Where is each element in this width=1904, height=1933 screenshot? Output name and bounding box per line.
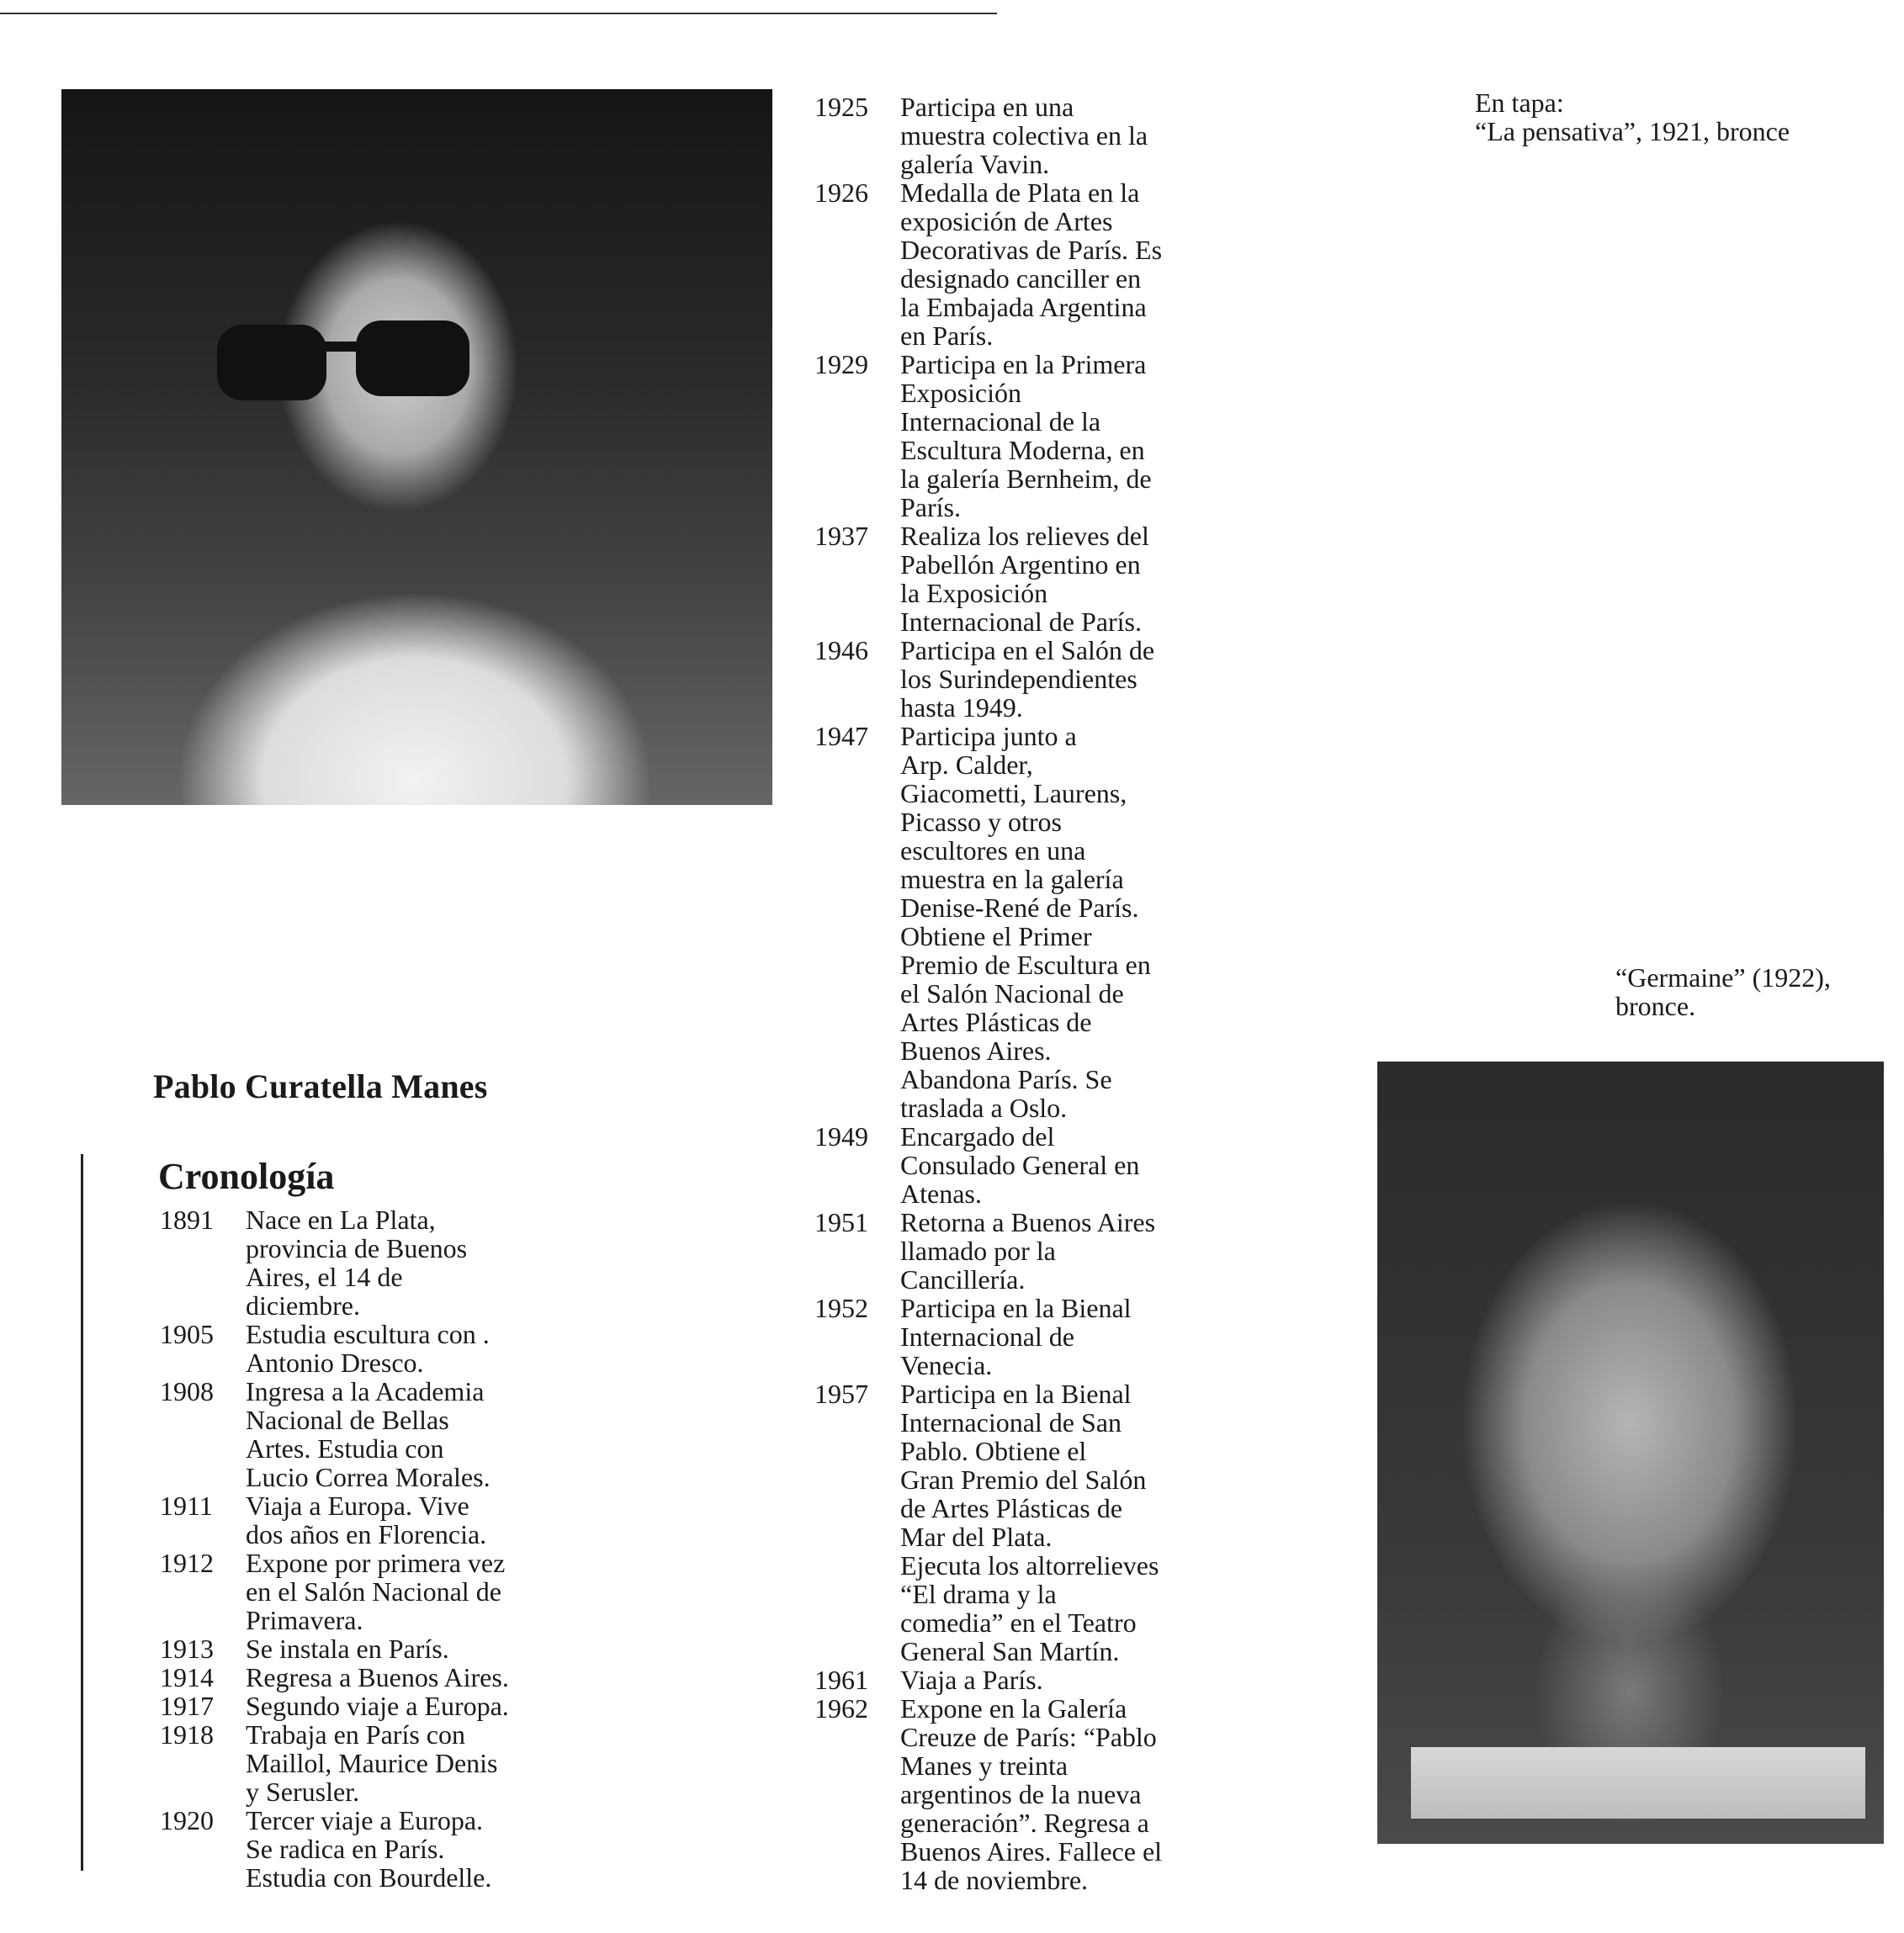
chronology-year: 1949: [814, 1121, 868, 1152]
chronology-entry: [160, 1377, 597, 1491]
chronology-year: 1946: [814, 635, 868, 665]
chronology-text: Participa en el Salón de los Surindependientes hasta 1949.: [900, 635, 1155, 723]
chronology-entry: [160, 1549, 597, 1634]
chronology-year: 1926: [814, 177, 868, 208]
chronology-text: Expone en la Galería Creuze de París: “Pablo Manes y treinta argentinos de la nueva generación”. Regresa a Buenos Aires. Fallece el 14 de noviembre.: [900, 1693, 1163, 1895]
chronology-year: 1937: [814, 521, 868, 551]
chronology-text: Trabaja en París con Maillol, Maurice Denis y Serusler.: [246, 1719, 498, 1807]
chronology-entry: [814, 1122, 1252, 1208]
chronology-entry: [814, 522, 1252, 636]
chronology-text: Participa junto a Arp. Calder, Giacometti, Laurens, Picasso y otros escultores en una muestra en la galería Denise-René de París. Obtiene el Primer Premio de Escultura en el Salón Nacional de Artes Plásticas de Buenos Aires. Abandona París. Se traslada a Oslo.: [900, 721, 1151, 1123]
chronology-year: 1911: [160, 1491, 213, 1521]
page-title: Pablo Curatella Manes: [153, 1067, 488, 1105]
chronology-text: Segundo viaje a Europa.: [246, 1691, 509, 1721]
chronology-year: 1947: [814, 721, 868, 751]
chronology-text: Viaja a París.: [900, 1665, 1043, 1695]
top-rule: [0, 13, 997, 14]
chronology-year: 1905: [160, 1319, 214, 1349]
chronology-entry: [814, 1694, 1252, 1894]
chronology-year: 1951: [814, 1207, 868, 1237]
glasses-shape: [213, 316, 499, 409]
chronology-text: Expone por primera vez en el Salón Nacional de Primavera.: [246, 1548, 506, 1635]
chronology-year: 1962: [814, 1693, 868, 1724]
chronology-entry: [814, 1294, 1252, 1380]
chronology-text: Estudia escultura con . Antonio Dresco.: [246, 1319, 490, 1378]
bust-base: [1411, 1747, 1865, 1819]
chronology-text: Retorna a Buenos Aires llamado por la Cancillería.: [900, 1207, 1156, 1295]
chronology-entry: [160, 1634, 597, 1663]
chronology-entry: [814, 1208, 1252, 1294]
chronology-entry: [814, 636, 1252, 722]
chronology-year: 1952: [814, 1293, 868, 1323]
chronology-text: Participa en una muestra colectiva en la galería Vavin.: [900, 92, 1148, 179]
chronology-entry: [814, 1666, 1252, 1694]
chronology-year: 1961: [814, 1665, 868, 1695]
chronology-right-column: [814, 93, 1252, 1894]
portrait-photo: [61, 89, 772, 805]
chronology-entry: [160, 1320, 597, 1377]
chronology-text: Encargado del Consulado General en Atenas.: [900, 1121, 1140, 1209]
chronology-entry: [814, 93, 1252, 178]
chronology-year: 1929: [814, 349, 868, 379]
chronology-entry: [814, 722, 1252, 1122]
chronology-rule: [81, 1154, 83, 1871]
bust-photo: [1377, 1062, 1884, 1844]
chronology-year: 1925: [814, 92, 868, 122]
chronology-entry: [160, 1692, 597, 1720]
chronology-text: Participa en la Primera Exposición Internacional de la Escultura Moderna, en la galería Bernheim, de París.: [900, 349, 1152, 522]
chronology-entry: [814, 350, 1252, 522]
chronology-text: Viaja a Europa. Vive dos años en Florencia.: [246, 1491, 487, 1549]
chronology-text: Participa en la Bienal Internacional de San Pablo. Obtiene el Gran Premio del Salón de Artes Plásticas de Mar del Plata. Ejecuta los altorrelieves “El drama y la comedia” en el Teatro General San Martín.: [900, 1379, 1159, 1666]
chronology-heading: Cronología: [158, 1156, 335, 1197]
chronology-year: 1957: [814, 1379, 868, 1409]
chronology-text: Se instala en París.: [246, 1634, 449, 1664]
chronology-text: Realiza los relieves del Pabellón Argentino en la Exposición Internacional de París.: [900, 521, 1149, 637]
chronology-year: 1891: [160, 1205, 214, 1235]
chronology-text: Nace en La Plata, provincia de Buenos Aires, el 14 de diciembre.: [246, 1205, 468, 1321]
chronology-year: 1912: [160, 1548, 214, 1578]
chronology-entry: [160, 1663, 597, 1692]
chronology-entry: [814, 178, 1252, 350]
chronology-text: Regresa a Buenos Aires.: [246, 1662, 509, 1692]
bust-caption: “Germaine” (1922), bronce.: [1615, 962, 1831, 1021]
chronology-year: 1914: [160, 1662, 214, 1692]
cover-caption: En tapa: “La pensativa”, 1921, bronce: [1475, 87, 1790, 146]
chronology-text: Participa en la Bienal Internacional de Venecia.: [900, 1293, 1132, 1380]
chronology-entry: [160, 1205, 597, 1320]
chronology-entry: [160, 1720, 597, 1806]
chronology-entry: [160, 1491, 597, 1549]
chronology-year: 1913: [160, 1634, 214, 1664]
chronology-entry: [814, 1380, 1252, 1666]
chronology-entry: [160, 1806, 597, 1892]
chronology-year: 1920: [160, 1805, 214, 1835]
chronology-left-column: [160, 1205, 597, 1892]
chronology-text: Tercer viaje a Europa. Se radica en París. Estudia con Bourdelle.: [246, 1805, 492, 1893]
chronology-text: Medalla de Plata en la exposición de Artes Decorativas de París. Es designado canciller en la Embajada Argentina en París.: [900, 177, 1163, 351]
chronology-year: 1918: [160, 1719, 214, 1750]
chronology-text: Ingresa a la Academia Nacional de Bellas Artes. Estudia con Lucio Correa Morales.: [246, 1376, 491, 1492]
chronology-year: 1908: [160, 1376, 214, 1406]
chronology-year: 1917: [160, 1691, 214, 1721]
